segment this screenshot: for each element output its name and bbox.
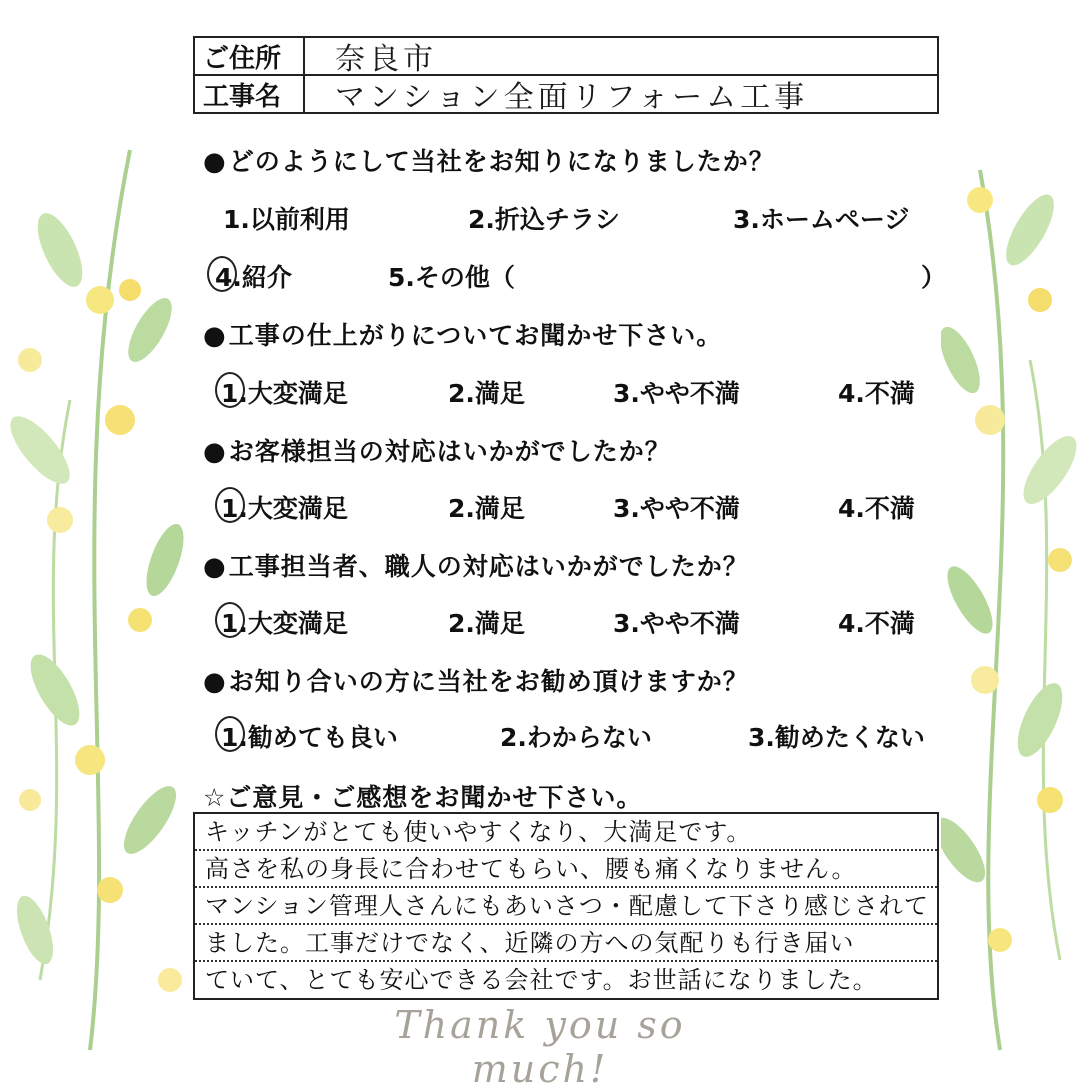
q4-option-4: 4.不満 (838, 609, 915, 638)
question-4-text: 工事担当者、職人の対応はいかがでしたか？ (228, 552, 749, 581)
comments-box (193, 812, 939, 1000)
right-foliage (926, 170, 1080, 1050)
question-5 (203, 662, 749, 698)
q2-option-4: 4.不満 (838, 379, 915, 408)
q5-option-3: 3.勧めたくない (748, 723, 925, 752)
question-1-text: どのようにして当社をお知りになりましたか？ (228, 147, 775, 176)
q3-option-1: 1.大変満足 (221, 494, 348, 523)
question-2 (203, 316, 722, 352)
q1-option-5-close: ） (921, 263, 947, 292)
bullet-icon: ● (203, 321, 227, 351)
comment-line-3: マンション管理人さんにもあいさつ・配慮して下さり感じされて (195, 888, 937, 925)
q2-option-1: 1.大変満足 (221, 379, 348, 408)
question-5-text: お知り合いの方に当社をお勧め頂けますか？ (228, 667, 749, 696)
q3-option-2: 2.満足 (448, 494, 525, 523)
project-value: マンション全面リフォーム工事 (335, 80, 809, 115)
bullet-icon: ● (203, 667, 227, 697)
q5-option-1: 1.勧めても良い (221, 723, 398, 752)
q2-option-3: 3.やや不満 (613, 379, 740, 408)
q1-option-2: 2.折込チラシ (468, 205, 620, 234)
survey-sheet (193, 0, 947, 1000)
q5-option-2: 2.わからない (500, 723, 652, 752)
q4-option-2: 2.満足 (448, 609, 525, 638)
bullet-icon: ● (203, 147, 227, 177)
address-label: ご住所 (195, 38, 305, 74)
question-3 (203, 432, 671, 468)
q1-option-3: 3.ホームページ (733, 205, 910, 234)
q1-option-4: 4.紹介 (215, 263, 292, 292)
left-foliage (1, 150, 191, 1050)
address-value: 奈良市 (335, 42, 437, 77)
question-2-text: 工事の仕上がりについてお聞かせ下さい。 (228, 321, 723, 350)
project-label: 工事名 (195, 76, 305, 112)
q2-option-2: 2.満足 (448, 379, 525, 408)
comment-line-1: キッチンがとても使いやすくなり、大満足です。 (195, 814, 937, 851)
customer-info-table (193, 36, 939, 114)
question-1 (203, 142, 775, 178)
q1-option-5: 5.その他（ (388, 263, 515, 292)
q4-option-3: 3.やや不満 (613, 609, 740, 638)
address-row (195, 38, 937, 76)
question-4 (203, 547, 749, 583)
project-row (195, 76, 937, 115)
comment-line-2: 高さを私の身長に合わせてもらい、腰も痛くなりません。 (195, 851, 937, 888)
q4-option-1: 1.大変満足 (221, 609, 348, 638)
q1-option-1: 1.以前利用 (223, 205, 350, 234)
thank-you-script: Thank you so much! (394, 1003, 686, 1091)
comment-line-4: ました。工事だけでなく、近隣の方への気配りも行き届い (195, 925, 937, 962)
comment-line-5: ていて、とても安心できる会社です。お世話になりました。 (205, 966, 878, 994)
comments-heading: ☆ご意見・ご感想をお聞かせ下さい。 (203, 783, 643, 812)
bullet-icon: ● (203, 437, 227, 467)
bullet-icon: ● (203, 552, 227, 582)
q3-option-4: 4.不満 (838, 494, 915, 523)
q3-option-3: 3.やや不満 (613, 494, 740, 523)
question-3-text: お客様担当の対応はいかがでしたか？ (228, 437, 671, 466)
